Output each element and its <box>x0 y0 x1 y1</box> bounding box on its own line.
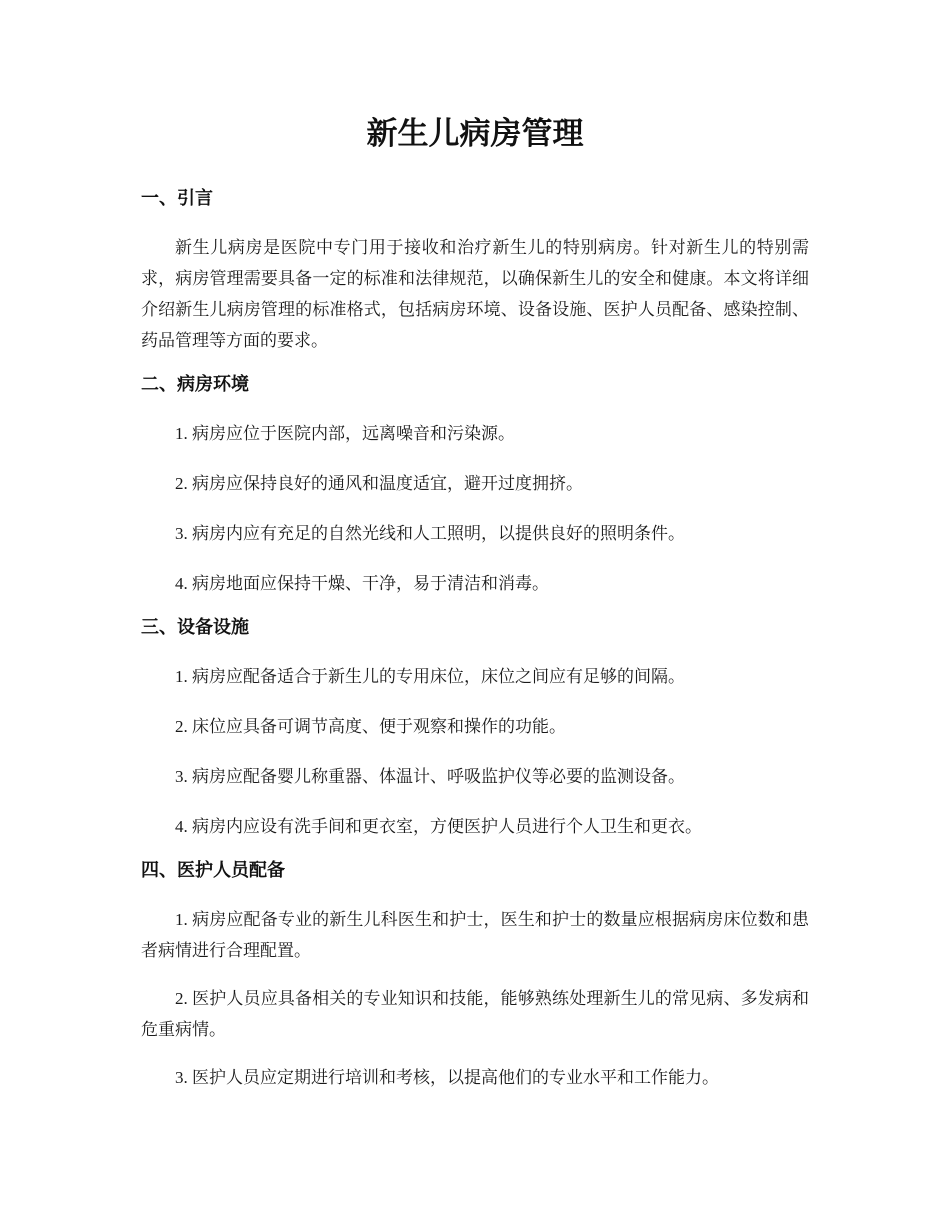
list-item: 2. 床位应具备可调节高度、便于观察和操作的功能。 <box>175 717 566 736</box>
list-item: 3. 病房应配备婴儿称重器、体温计、呼吸监护仪等必要的监测设备。 <box>175 767 685 786</box>
document-title: 新生儿病房管理 <box>366 116 584 152</box>
section-heading-medical-staffing: 四、医护人员配备 <box>141 860 285 881</box>
list-item: 4. 病房内应设有洗手间和更衣室，方便医护人员进行个人卫生和更衣。 <box>175 817 702 836</box>
list-item: 3. 医护人员应定期进行培训和考核，以提高他们的专业水平和工作能力。 <box>175 1068 719 1087</box>
list-item: 2. 病房应保持良好的通风和温度适宜，避开过度拥挤。 <box>175 474 583 493</box>
list-item: 1. 病房应配备专业的新生儿科医生和护士，医生和护士的数量应根据病房床位数和患者病情进行合理配置。 <box>141 910 809 960</box>
document-content <box>141 112 809 1093</box>
section-heading-introduction: 一、引言 <box>141 188 213 209</box>
section-heading-equipment-facilities: 三、设备设施 <box>141 617 249 638</box>
list-item: 1. 病房应配备适合于新生儿的专用床位，床位之间应有足够的间隔。 <box>175 667 685 686</box>
section-heading-ward-environment: 二、病房环境 <box>141 374 249 395</box>
list-item: 4. 病房地面应保持干燥、干净，易于清洁和消毒。 <box>175 574 549 593</box>
list-item: 2. 医护人员应具备相关的专业知识和技能，能够熟练处理新生儿的常见病、多发病和危重病情。 <box>141 989 809 1039</box>
list-item: 1. 病房应位于医院内部，远离噪音和污染源。 <box>175 424 515 443</box>
introduction-paragraph: 新生儿病房是医院中专门用于接收和治疗新生儿的特别病房。针对新生儿的特别需求，病房管理需要具备一定的标准和法律规范，以确保新生儿的安全和健康。本文将详细介绍新生儿病房管理的标准格式，包括病房环境、设备设施、医护人员配备、感染控制、药品管理等方面的要求。 <box>141 238 809 350</box>
list-item: 3. 病房内应有充足的自然光线和人工照明，以提供良好的照明条件。 <box>175 524 685 543</box>
